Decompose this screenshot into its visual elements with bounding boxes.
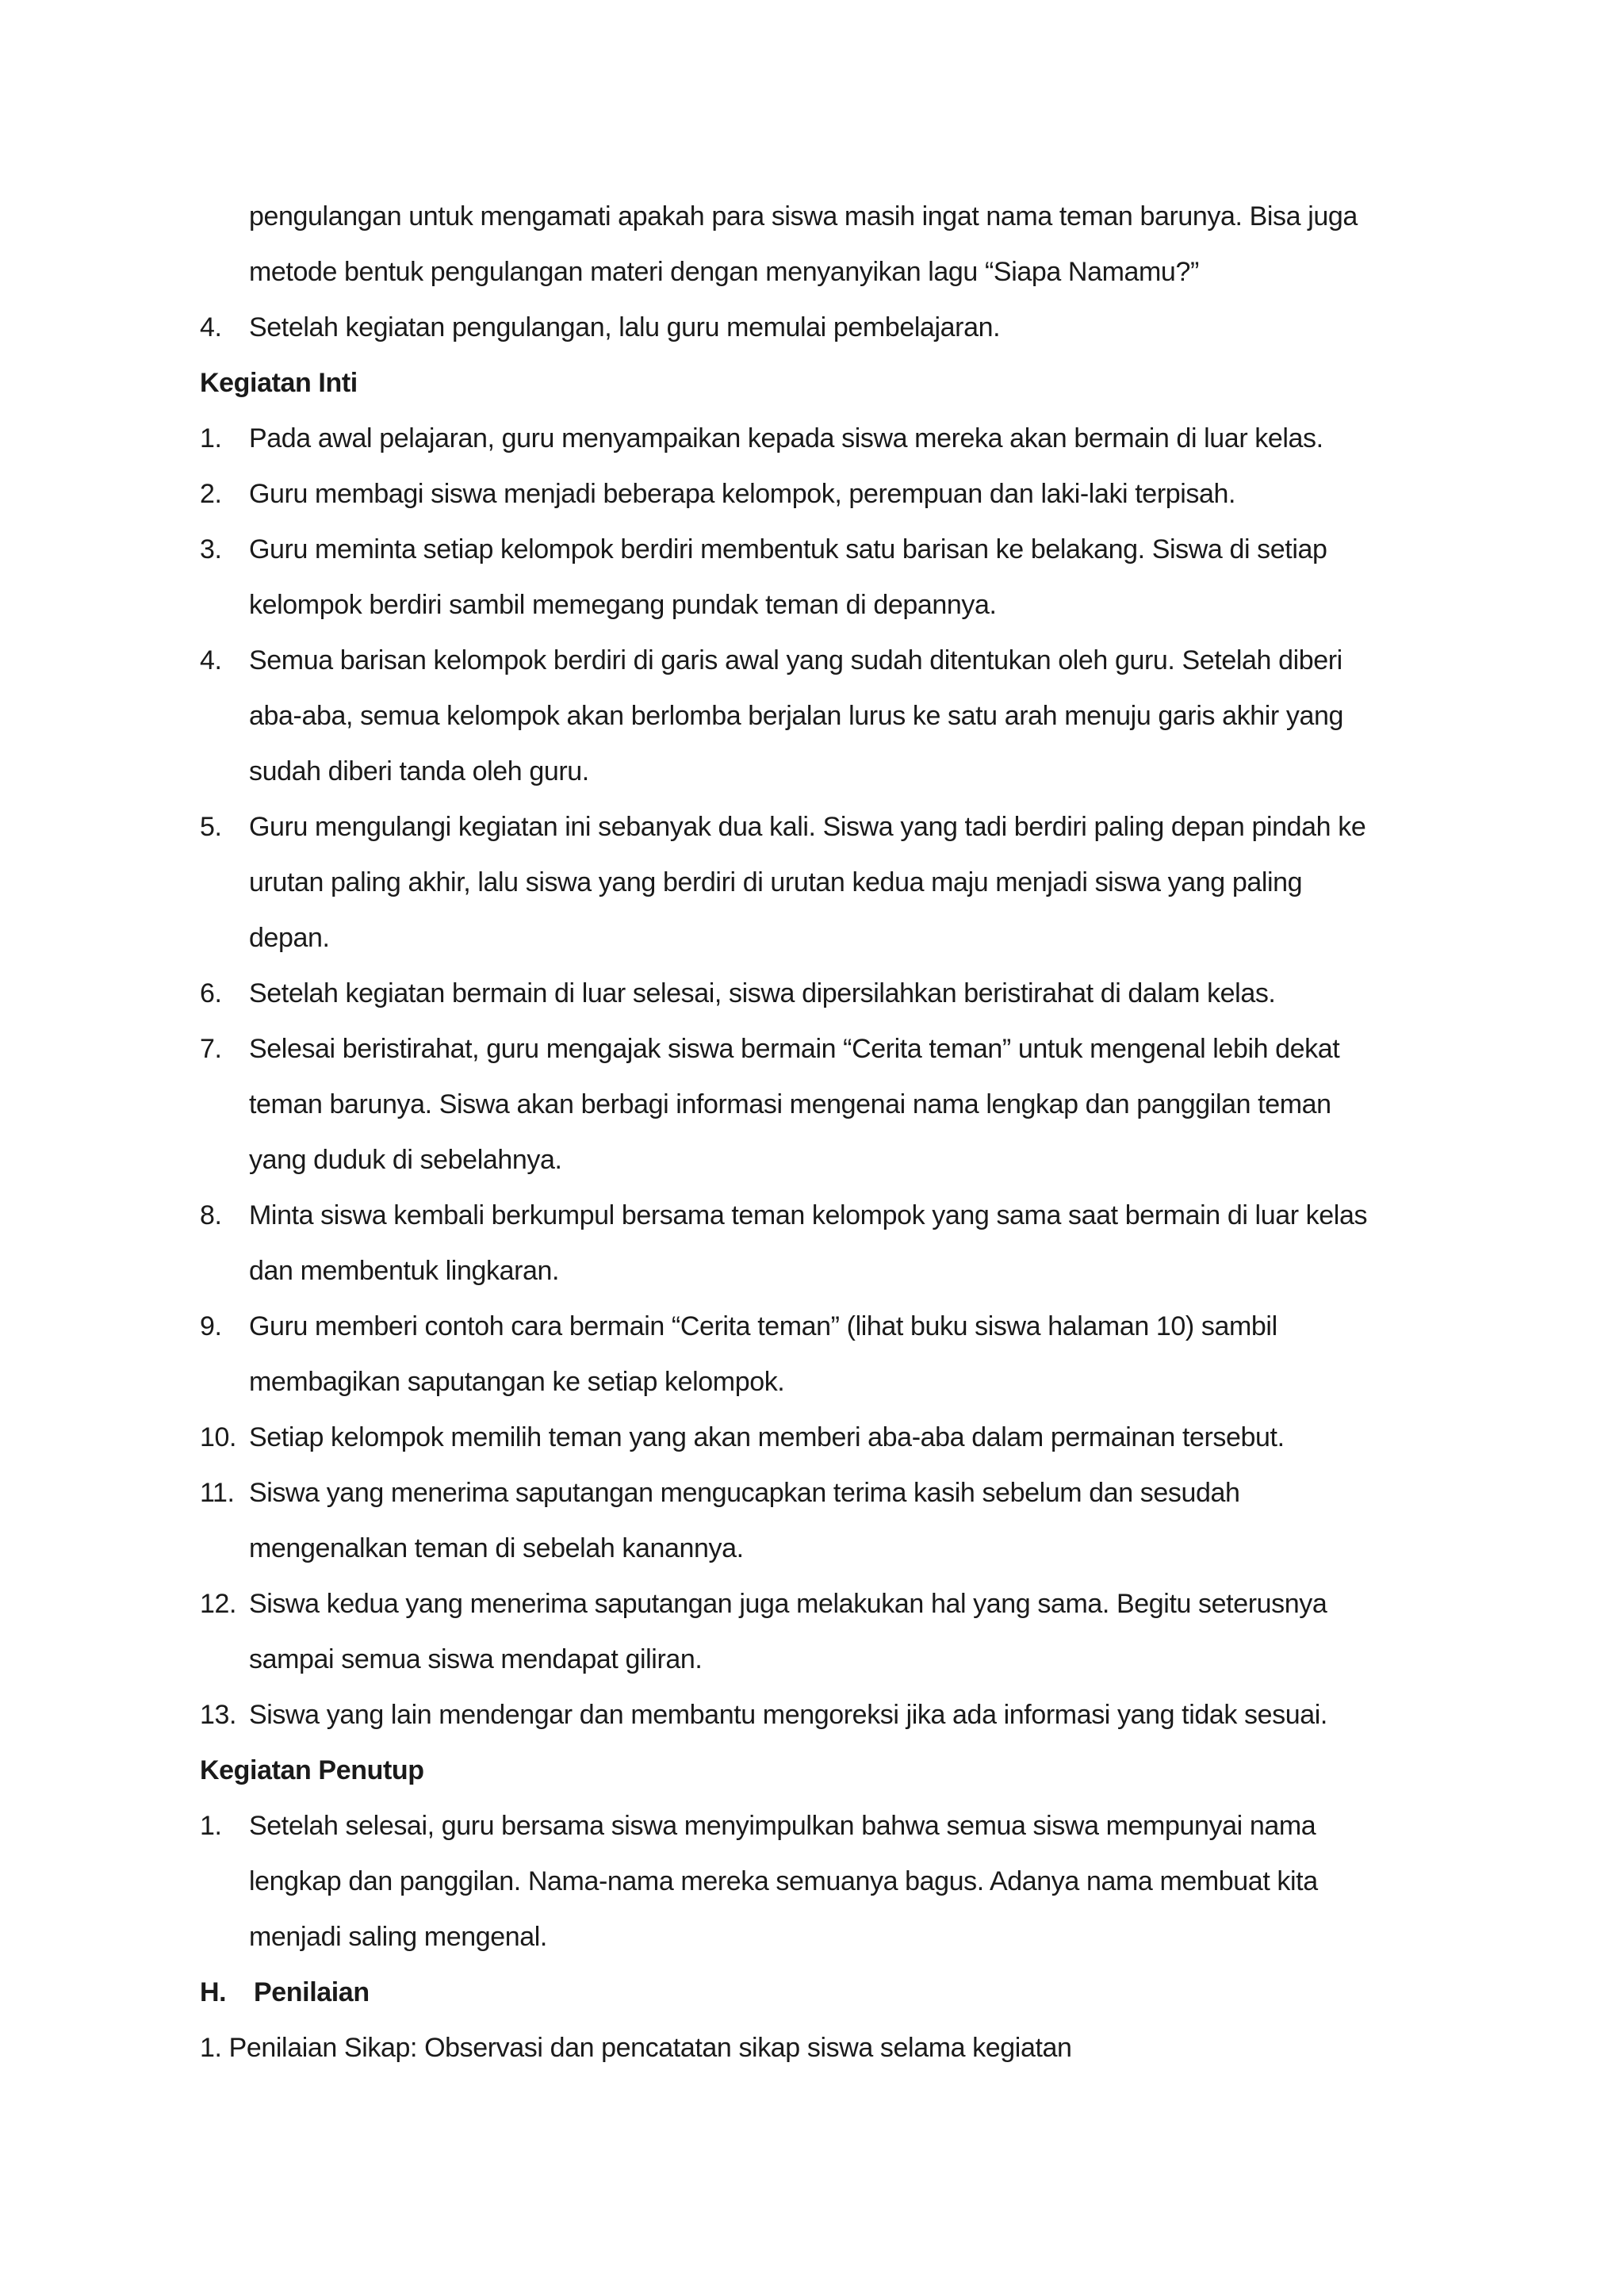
paragraph-line: depan. (249, 923, 330, 953)
list-number: 6. (200, 978, 222, 1008)
paragraph-line: Guru memberi contoh cara bermain “Cerita teman” (lihat buku siswa halaman 10) sambil (249, 1311, 1277, 1341)
paragraph-line: Guru membagi siswa menjadi beberapa kelompok, perempuan dan laki-laki terpisah. (249, 479, 1236, 509)
list-number: 1. (200, 1811, 222, 1841)
section-heading-kegiatan-penutup: Kegiatan Penutup (200, 1755, 424, 1785)
list-item (200, 1576, 1437, 1687)
paragraph-line: dan membentuk lingkaran. (249, 1256, 560, 1286)
paragraph-line: lengkap dan panggilan. Nama-nama mereka semuanya bagus. Adanya nama membuat kita (249, 1866, 1318, 1896)
list-item (200, 1465, 1437, 1576)
paragraph-line: urutan paling akhir, lalu siswa yang berdiri di urutan kedua maju menjadi siswa yang paling (249, 867, 1303, 897)
list-item (200, 966, 1437, 1021)
list-item (200, 466, 1437, 522)
paragraph-line: Setelah kegiatan bermain di luar selesai, siswa dipersilahkan beristirahat di dalam kelas. (249, 978, 1276, 1008)
paragraph-line: mengenalkan teman di sebelah kanannya. (249, 1533, 744, 1563)
list-item (200, 1687, 1437, 1743)
section-title: Penilaian (254, 1977, 370, 2007)
list-item (200, 799, 1437, 966)
list-number: 2. (200, 479, 222, 509)
paragraph-line: Setelah selesai, guru bersama siswa menyimpulkan bahwa semua siswa mempunyai nama (249, 1811, 1316, 1841)
list-item (200, 1021, 1437, 1188)
paragraph-line: teman barunya. Siswa akan berbagi informasi mengenai nama lengkap dan panggilan teman (249, 1089, 1331, 1119)
paragraph-line: menjadi saling mengenal. (249, 1922, 547, 1952)
paragraph-line: membagikan saputangan ke setiap kelompok. (249, 1367, 785, 1397)
paragraph-line: sampai semua siswa mendapat giliran. (249, 1644, 703, 1674)
paragraph-line: Semua barisan kelompok berdiri di garis awal yang sudah ditentukan oleh guru. Setelah diberi (249, 645, 1342, 675)
list-item (200, 1798, 1437, 1965)
paragraph-line: Siswa yang menerima saputangan mengucapkan terima kasih sebelum dan sesudah (249, 1478, 1240, 1508)
section-letter: H. (200, 1977, 227, 2007)
paragraph-line: Setelah kegiatan pengulangan, lalu guru memulai pembelajaran. (249, 312, 1001, 342)
list-item (200, 1410, 1437, 1465)
kegiatan-inti-list (200, 411, 1437, 1743)
paragraph-line: pengulangan untuk mengamati apakah para siswa masih ingat nama teman barunya. Bisa juga (249, 201, 1358, 232)
section-heading-kegiatan-inti: Kegiatan Inti (200, 368, 358, 398)
list-item (200, 1188, 1437, 1299)
list-item (200, 411, 1437, 466)
penilaian-line: 1. Penilaian Sikap: Observasi dan pencatatan sikap siswa selama kegiatan (200, 2033, 1072, 2063)
list-number: 4. (200, 312, 222, 342)
paragraph-line: yang duduk di sebelahnya. (249, 1145, 562, 1175)
opening-item-4 (200, 300, 1437, 355)
list-item (200, 1299, 1437, 1410)
list-number: 1. (200, 423, 222, 453)
list-number: 5. (200, 812, 222, 842)
list-number: 11. (200, 1478, 235, 1508)
paragraph-line: Guru meminta setiap kelompok berdiri membentuk satu barisan ke belakang. Siswa di setiap (249, 534, 1327, 564)
list-number: 8. (200, 1200, 222, 1230)
paragraph-line: metode bentuk pengulangan materi dengan menyanyikan lagu “Siapa Namamu?” (249, 257, 1199, 287)
list-number: 12. (200, 1589, 237, 1619)
list-item (200, 633, 1437, 799)
paragraph-line: Setiap kelompok memilih teman yang akan memberi aba-aba dalam permainan tersebut. (249, 1422, 1285, 1452)
paragraph-line: Guru mengulangi kegiatan ini sebanyak dua kali. Siswa yang tadi berdiri paling depan pindah ke (249, 812, 1366, 842)
paragraph-line: aba-aba, semua kelompok akan berlomba berjalan lurus ke satu arah menuju garis akhir yang (249, 701, 1343, 731)
list-number: 4. (200, 645, 222, 675)
paragraph-line: kelompok berdiri sambil memegang pundak teman di depannya. (249, 590, 997, 620)
document-body (200, 189, 1437, 2076)
list-number: 13. (200, 1700, 237, 1730)
list-number: 9. (200, 1311, 222, 1341)
list-number: 7. (200, 1034, 222, 1064)
paragraph-line: sudah diberi tanda oleh guru. (249, 756, 589, 786)
paragraph-line: Siswa kedua yang menerima saputangan juga melakukan hal yang sama. Begitu seterusnya (249, 1589, 1327, 1619)
opening-item-3-continuation (200, 189, 1437, 300)
kegiatan-penutup-list (200, 1798, 1437, 1965)
section-heading-penilaian (200, 1965, 1437, 2020)
paragraph-line: Pada awal pelajaran, guru menyampaikan kepada siswa mereka akan bermain di luar kelas. (249, 423, 1323, 453)
list-item (200, 522, 1437, 633)
list-number: 10. (200, 1422, 237, 1452)
paragraph-line: Siswa yang lain mendengar dan membantu mengoreksi jika ada informasi yang tidak sesuai. (249, 1700, 1327, 1730)
list-number: 3. (200, 534, 222, 564)
paragraph-line: Selesai beristirahat, guru mengajak siswa bermain “Cerita teman” untuk mengenal lebih dekat (249, 1034, 1340, 1064)
paragraph-line: Minta siswa kembali berkumpul bersama teman kelompok yang sama saat bermain di luar kelas (249, 1200, 1368, 1230)
